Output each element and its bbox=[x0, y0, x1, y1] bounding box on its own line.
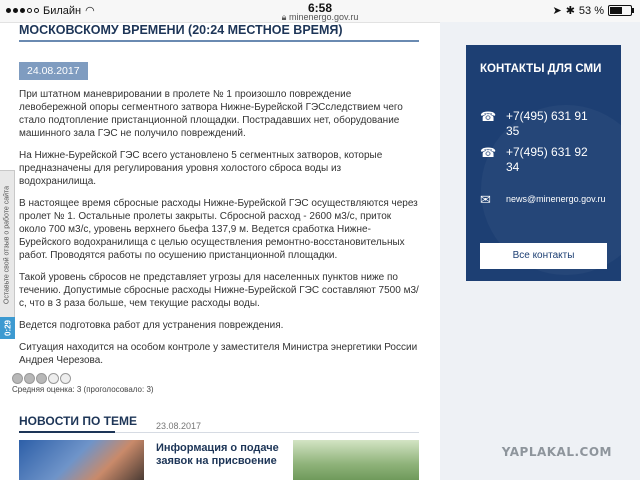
star-icon[interactable] bbox=[12, 373, 23, 384]
bluetooth-icon: ✱ bbox=[565, 5, 575, 17]
rating-stars[interactable] bbox=[12, 373, 419, 384]
battery-percent: 53 % bbox=[578, 4, 604, 17]
article-paragraph: На Нижне-Бурейской ГЭС всего установлено 5 сегментных затворов, которые предназначены для регулирования уровня холостого сброса воды из водохранилища. bbox=[19, 150, 383, 187]
article-paragraph: В настоящее время сбросные расходы Нижне-Бурейской ГЭС осуществляются через пролет № 1. Остальные пролеты закрыты. Сбросной расход - 2600 м3/с, приток около 700 м3/с, уровень верхнего бьефа 137,9 м. Ведется сработка Нижне-Бурейского водохранилища с целью осуществления ремонтно-восстановительных работ. Проводятся работы по осушению пристанционной площадки. bbox=[19, 198, 418, 261]
star-icon[interactable] bbox=[48, 373, 59, 384]
star-icon[interactable] bbox=[60, 373, 71, 384]
feedback-tab[interactable] bbox=[0, 170, 15, 320]
email-contact[interactable] bbox=[480, 192, 606, 207]
related-news-heading: НОВОСТИ ПО ТЕМЕ bbox=[19, 414, 419, 433]
phone-number[interactable]: +7(495) 631 92 34 bbox=[506, 145, 588, 174]
article-paragraph: При штатном маневрировании в пролете № 1 произошло повреждение левобережной опоры сегментного затвора Нижне-Бурейской ГЭСследствием чего стало подтопление пристанционной площадки. Пострадавших нет, оборудование машинного зала ГЭС не получило повреждений. bbox=[19, 89, 403, 139]
article bbox=[12, 22, 419, 433]
carrier-name: Билайн bbox=[43, 4, 82, 17]
feedback-count-text: 0:29 bbox=[3, 319, 12, 337]
device-status bbox=[552, 4, 632, 17]
media-contacts-panel bbox=[466, 45, 621, 281]
wifi-icon: ◠ bbox=[85, 5, 95, 17]
phone-contact[interactable] bbox=[480, 109, 598, 139]
news-title-link[interactable]: Информация о подаче заявок на присвоение bbox=[156, 442, 279, 467]
article-title: МОСКОВСКОМУ ВРЕМЕНИ (20:24 МЕСТНОЕ ВРЕМЯ) bbox=[19, 22, 419, 42]
watermark: YAPLAKAL.COM bbox=[501, 445, 612, 459]
phone-icon: ☎︎ bbox=[480, 109, 497, 124]
star-icon[interactable] bbox=[24, 373, 35, 384]
feedback-label: Оставьте свой отзыв о работе сайта bbox=[3, 185, 11, 305]
email-link[interactable]: news@minenergo.gov.ru bbox=[506, 194, 606, 204]
phone-number[interactable]: +7(495) 631 91 35 bbox=[506, 109, 588, 138]
status-bar bbox=[0, 0, 640, 23]
article-paragraph: Такой уровень сбросов не представляет угрозы для населенных пунктов ниже по течению. Допустимые сбросные расходы Нижне-Бурейской ГЭС составляют 7500 м3/с, что в 3 раза больше, чем текущие расходы воды. bbox=[19, 272, 419, 309]
article-date: 24.08.2017 bbox=[19, 62, 88, 80]
phone-icon: ☎︎ bbox=[480, 145, 497, 160]
url-text: minenergo.gov.ru bbox=[288, 12, 359, 22]
news-date: 23.08.2017 bbox=[156, 421, 202, 431]
all-contacts-button[interactable]: Все контакты bbox=[480, 243, 607, 269]
article-paragraph: Ситуация находится на особом контроле у заместителя Министра энергетики России Андрея Черезова. bbox=[19, 342, 418, 366]
news-thumbnail[interactable] bbox=[19, 440, 144, 480]
location-icon: ➤ bbox=[552, 5, 562, 17]
feedback-counter[interactable] bbox=[0, 317, 15, 339]
envelope-icon: ✉︎ bbox=[480, 192, 491, 207]
article-paragraph: Ведется подготовка работ для устранения повреждения. bbox=[19, 320, 284, 331]
contacts-title: КОНТАКТЫ ДЛЯ СМИ bbox=[480, 63, 602, 75]
star-icon[interactable] bbox=[36, 373, 47, 384]
lock-icon: 🔒︎ bbox=[281, 12, 287, 22]
rating-summary: Средняя оценка: 3 (проголосовало: 3) bbox=[12, 385, 154, 394]
news-thumbnail[interactable] bbox=[293, 440, 419, 480]
phone-contact[interactable] bbox=[480, 145, 598, 175]
battery-icon bbox=[608, 5, 632, 16]
clock: 6:58 bbox=[307, 1, 333, 15]
